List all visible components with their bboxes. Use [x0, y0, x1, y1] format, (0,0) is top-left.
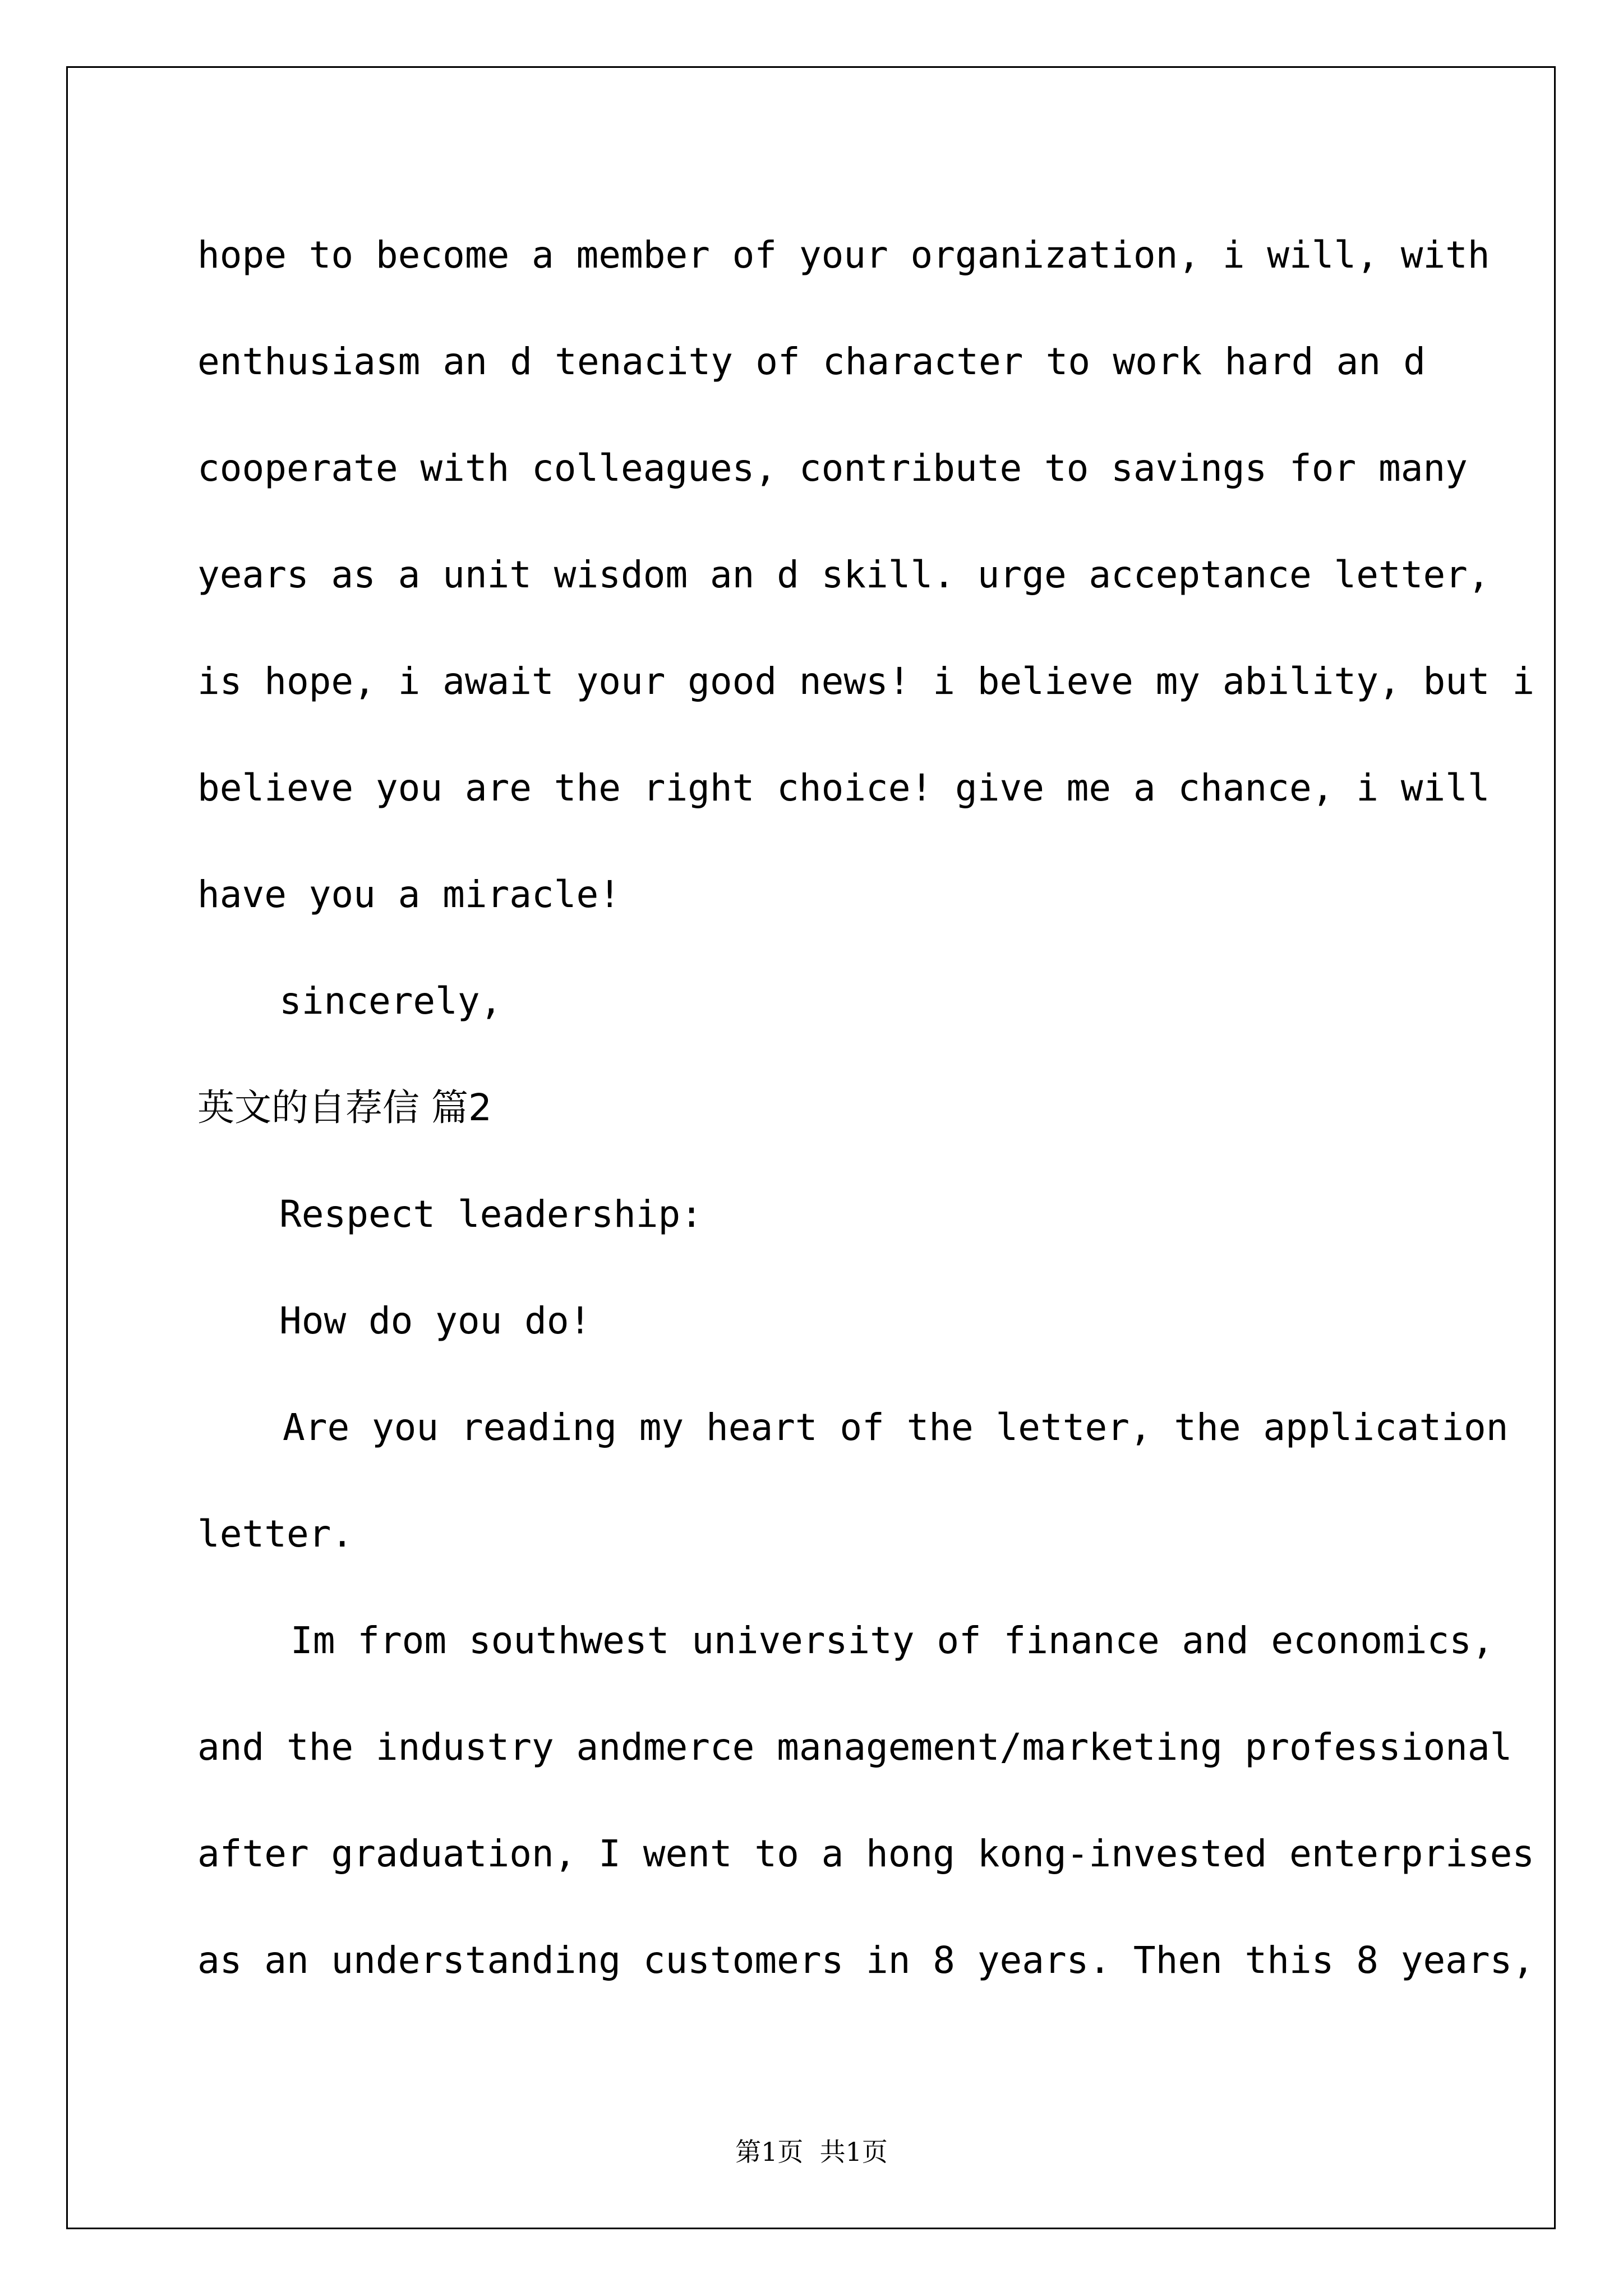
text-line: is hope, i await your good news! i believe my ability, but i — [197, 660, 1535, 703]
page-footer — [0, 2132, 1623, 2169]
text-line: years as a unit wisdom an d skill. urge acceptance letter, — [197, 553, 1490, 596]
closing-line: sincerely, — [279, 979, 502, 1023]
page-number: 第1页 共1页 — [735, 2137, 888, 2167]
salutation-line: Respect leadership: — [279, 1193, 703, 1236]
text-line: as an understanding customers in 8 years. Then this 8 years, — [197, 1939, 1535, 1982]
text-line: cooperate with colleagues, contribute to savings for many — [197, 447, 1468, 490]
text-line: letter. — [197, 1512, 354, 1556]
text-line: hope to become a member of your organization, i will, with — [197, 233, 1490, 277]
text-line: Im from southwest university of finance and economics, — [291, 1619, 1494, 1662]
text-line: after graduation, I went to a hong kong-invested enterprises — [197, 1832, 1535, 1875]
text-line: enthusiasm an d tenacity of character to work hard an d — [197, 340, 1426, 383]
text-line: have you a miracle! — [197, 873, 621, 916]
greeting-line: How do you do! — [279, 1299, 592, 1342]
section-heading: 英文的自荐信 篇2 — [197, 1086, 492, 1129]
text-line: Are you reading my heart of the letter, the application — [283, 1406, 1509, 1449]
text-line: believe you are the right choice! give me a chance, i will — [197, 766, 1490, 809]
text-line: and the industry andmerce management/marketing professional — [197, 1726, 1513, 1769]
